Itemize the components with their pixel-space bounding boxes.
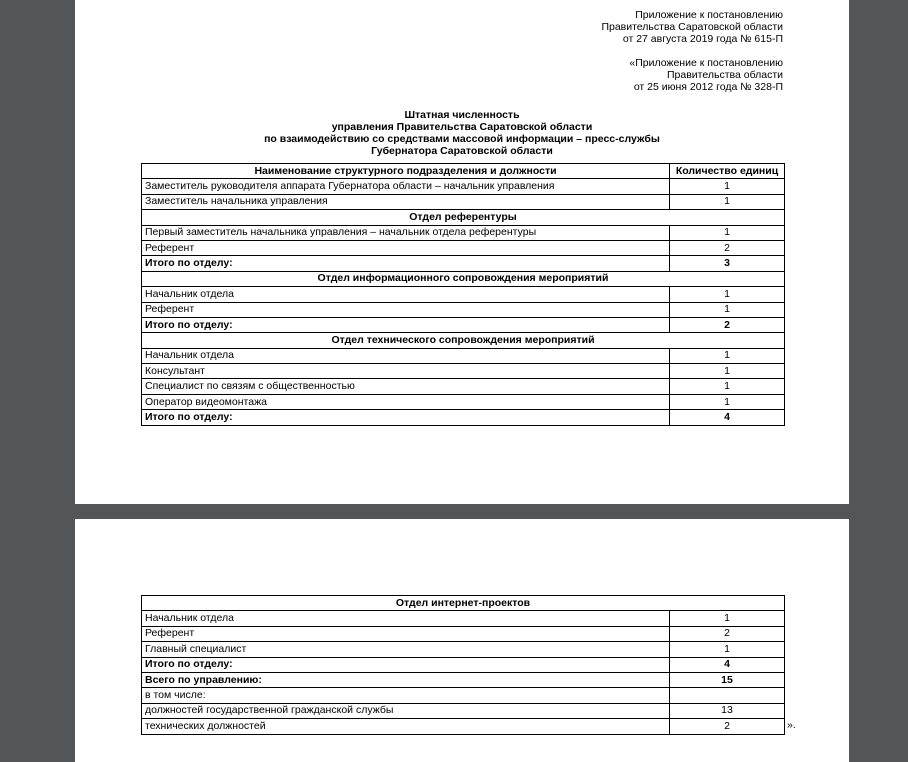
total-row — [142, 672, 785, 687]
table-row — [142, 348, 785, 363]
unit-count: 1 — [670, 179, 785, 194]
unit-count: 1 — [670, 642, 785, 657]
position-name: Референт — [142, 240, 670, 255]
unit-count: 1 — [670, 225, 785, 240]
breakdown-row — [142, 688, 785, 703]
total-label: Итого по отделу: — [142, 317, 670, 332]
header-line: от 27 августа 2019 года № 615-П — [622, 33, 783, 45]
position-name: Оператор видеомонтажа — [142, 394, 670, 409]
position-name: Начальник отдела — [142, 287, 670, 302]
total-label: Итого по отделу: — [142, 657, 670, 672]
title-line: управления Правительства Саратовской области — [331, 121, 593, 133]
header-line: Правительства области — [667, 69, 783, 81]
section-row — [142, 210, 785, 225]
title-line: Губернатора Саратовской области — [371, 145, 553, 157]
table-row — [142, 287, 785, 302]
unit-count: 1 — [670, 379, 785, 394]
staff-table-page-1 — [141, 163, 785, 426]
column-header-name: Наименование структурного подразделения и должности — [142, 164, 670, 179]
table-row — [142, 240, 785, 255]
position-name: Референт — [142, 302, 670, 317]
unit-count: 4 — [670, 657, 785, 672]
position-name: Начальник отдела — [142, 611, 670, 626]
table-row — [142, 364, 785, 379]
total-row — [142, 657, 785, 672]
unit-count: 2 — [670, 317, 785, 332]
position-name: Начальник отдела — [142, 348, 670, 363]
table-row — [142, 642, 785, 657]
unit-count: 2 — [670, 719, 785, 734]
table-row — [142, 179, 785, 194]
unit-count: 15 — [670, 672, 785, 687]
total-row — [142, 256, 785, 271]
header-line: Правительства Саратовской области — [601, 21, 783, 33]
document-title — [75, 109, 849, 157]
section-row — [142, 271, 785, 286]
table-row — [142, 379, 785, 394]
unit-count: 1 — [670, 364, 785, 379]
table-row — [142, 394, 785, 409]
closing-quote-mark: ». — [787, 719, 796, 731]
position-name: Консультант — [142, 364, 670, 379]
unit-count: 1 — [670, 394, 785, 409]
total-row — [142, 317, 785, 332]
total-row — [142, 410, 785, 425]
breakdown-label: должностей государственной гражданской службы — [142, 703, 670, 718]
unit-count: 3 — [670, 256, 785, 271]
unit-count: 1 — [670, 348, 785, 363]
table-row — [142, 194, 785, 209]
total-label: Итого по отделу: — [142, 410, 670, 425]
title-line: Штатная численность — [404, 109, 520, 121]
section-title: Отдел референтуры — [142, 210, 785, 225]
position-name: Референт — [142, 626, 670, 641]
position-name: Главный специалист — [142, 642, 670, 657]
position-name: Заместитель начальника управления — [142, 194, 670, 209]
breakdown-label: технических должностей — [142, 719, 670, 734]
section-row — [142, 333, 785, 348]
unit-count: 13 — [670, 703, 785, 718]
section-title: Отдел интернет-проектов — [142, 596, 785, 611]
breakdown-label: в том числе: — [142, 688, 670, 703]
position-name: Специалист по связям с общественностью — [142, 379, 670, 394]
header-line: от 25 июня 2012 года № 328-П — [633, 81, 783, 93]
document-page-2 — [75, 519, 849, 762]
header-line: Приложение к постановлению — [635, 9, 783, 21]
position-name: Первый заместитель начальника управления – начальник отдела референтуры — [142, 225, 670, 240]
section-title: Отдел технического сопровождения мероприятий — [142, 333, 785, 348]
section-title: Отдел информационного сопровождения мероприятий — [142, 271, 785, 286]
section-row — [142, 596, 785, 611]
title-line: по взаимодействию со средствами массовой информации – пресс-службы — [264, 133, 660, 145]
breakdown-row — [142, 703, 785, 718]
table-row — [142, 626, 785, 641]
unit-count: 1 — [670, 611, 785, 626]
breakdown-row — [142, 719, 785, 734]
unit-count: 1 — [670, 302, 785, 317]
position-name: Заместитель руководителя аппарата Губернатора области – начальник управления — [142, 179, 670, 194]
table-row — [142, 225, 785, 240]
unit-count — [670, 688, 785, 703]
appendix-header-original — [629, 57, 783, 93]
table-row — [142, 302, 785, 317]
appendix-header-current — [601, 9, 783, 45]
document-page-1 — [75, 0, 849, 504]
unit-count: 1 — [670, 194, 785, 209]
unit-count: 2 — [670, 626, 785, 641]
header-line: «Приложение к постановлению — [629, 57, 783, 69]
table-row — [142, 611, 785, 626]
total-label: Итого по отделу: — [142, 256, 670, 271]
table-header-row — [142, 164, 785, 179]
unit-count: 1 — [670, 287, 785, 302]
staff-table-page-2 — [141, 595, 785, 735]
unit-count: 2 — [670, 240, 785, 255]
column-header-count: Количество единиц — [670, 164, 785, 179]
total-label: Всего по управлению: — [142, 672, 670, 687]
unit-count: 4 — [670, 410, 785, 425]
